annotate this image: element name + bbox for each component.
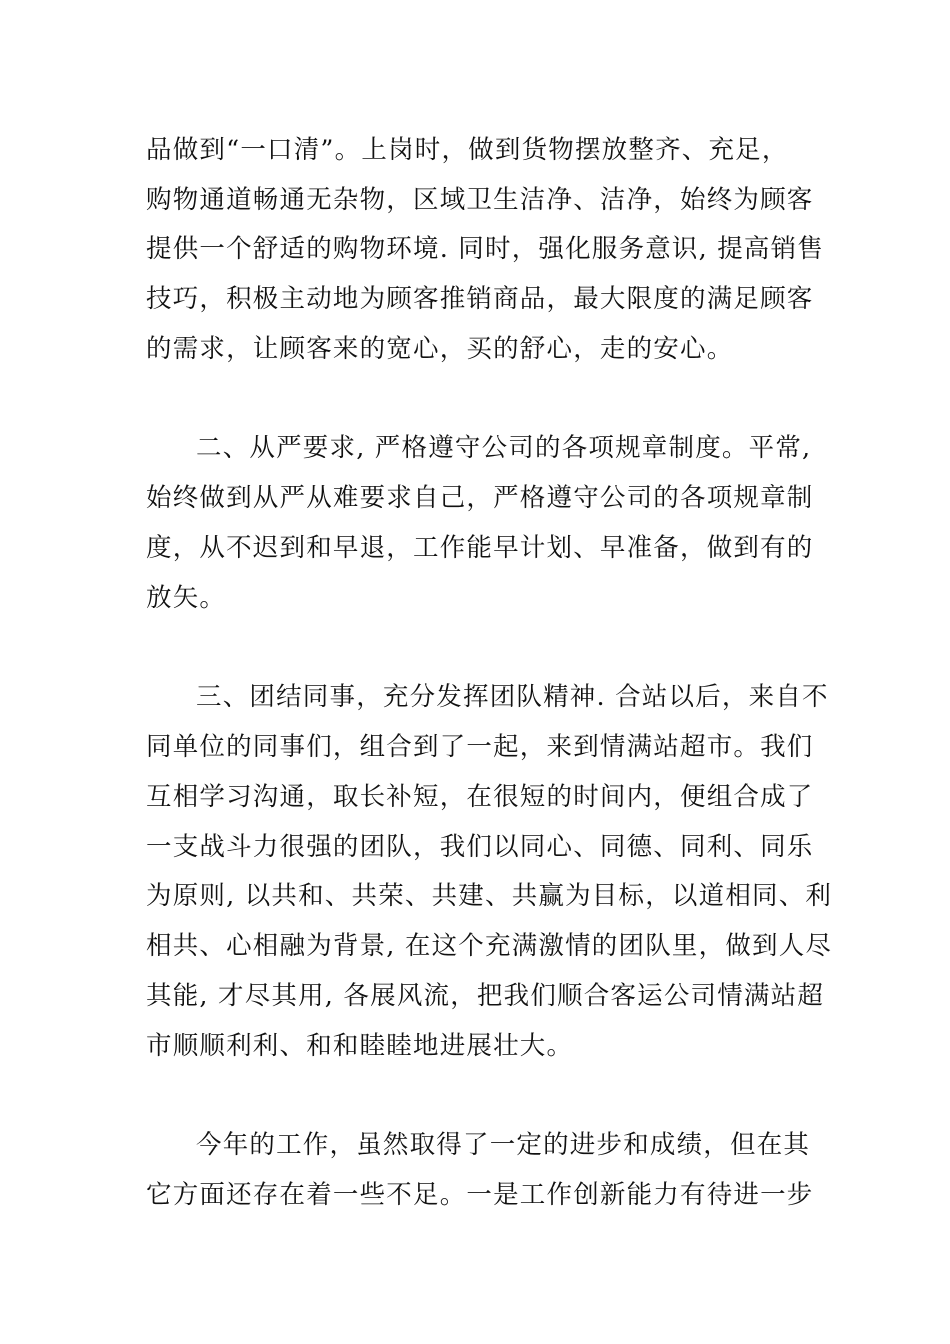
- paragraph-3-line-6: 相共、心相融为背景, 在这个充满激情的团队里，做到人尽: [146, 931, 833, 961]
- paragraph-3-line-4: 一支战斗力很强的团队，我们以同心、同德、同利、同乐: [146, 832, 814, 862]
- paragraph-3-line-1: 三、团结同事，充分发挥团队精神. 合站以后，来自不: [196, 682, 829, 712]
- paragraph-4-line-1: 今年的工作，虽然取得了一定的进步和成绩，但在其: [196, 1130, 811, 1160]
- paragraph-3-line-8: 市顺顺利利、和和睦睦地进展壮大。: [146, 1031, 574, 1061]
- paragraph-3-line-2: 同单位的同事们，组合到了一起，来到情满站超市。我们: [146, 732, 814, 762]
- paragraph-4-line-2: 它方面还存在着一些不足。一是工作创新能力有待进一步: [146, 1180, 814, 1210]
- paragraph-1-line-3: 提供一个舒适的购物环境. 同时，强化服务意识, 提高销售: [146, 234, 825, 264]
- paragraph-1-line-5: 的需求，让顾客来的宽心，买的舒心，走的安心。: [146, 334, 734, 364]
- paragraph-2-line-3: 度，从不迟到和早退，工作能早计划、早准备，做到有的: [146, 533, 814, 563]
- paragraph-3-line-7: 其能, 才尽其用, 各展风流，把我们顺合客运公司情满站超: [146, 981, 825, 1011]
- paragraph-2-line-4: 放矢。: [146, 583, 227, 613]
- paragraph-3-line-3: 互相学习沟通，取长补短，在很短的时间内，便组合成了: [146, 782, 814, 812]
- paragraph-1-line-1: 品做到“一口清”。上岗时，做到货物摆放整齐、充足，: [146, 135, 789, 165]
- paragraph-2-line-2: 始终做到从严从难要求自己，严格遵守公司的各项规章制: [146, 483, 814, 513]
- paragraph-1-line-4: 技巧，积极主动地为顾客推销商品，最大限度的满足顾客: [146, 284, 814, 314]
- paragraph-2-line-1: 二、从严要求, 严格遵守公司的各项规章制度。平常,: [196, 433, 812, 463]
- paragraph-3-line-5: 为原则, 以共和、共荣、共建、共赢为目标，以道相同、利: [146, 881, 833, 911]
- paragraph-1-line-2: 购物通道畅通无杂物，区域卫生洁净、洁净，始终为顾客: [146, 185, 814, 215]
